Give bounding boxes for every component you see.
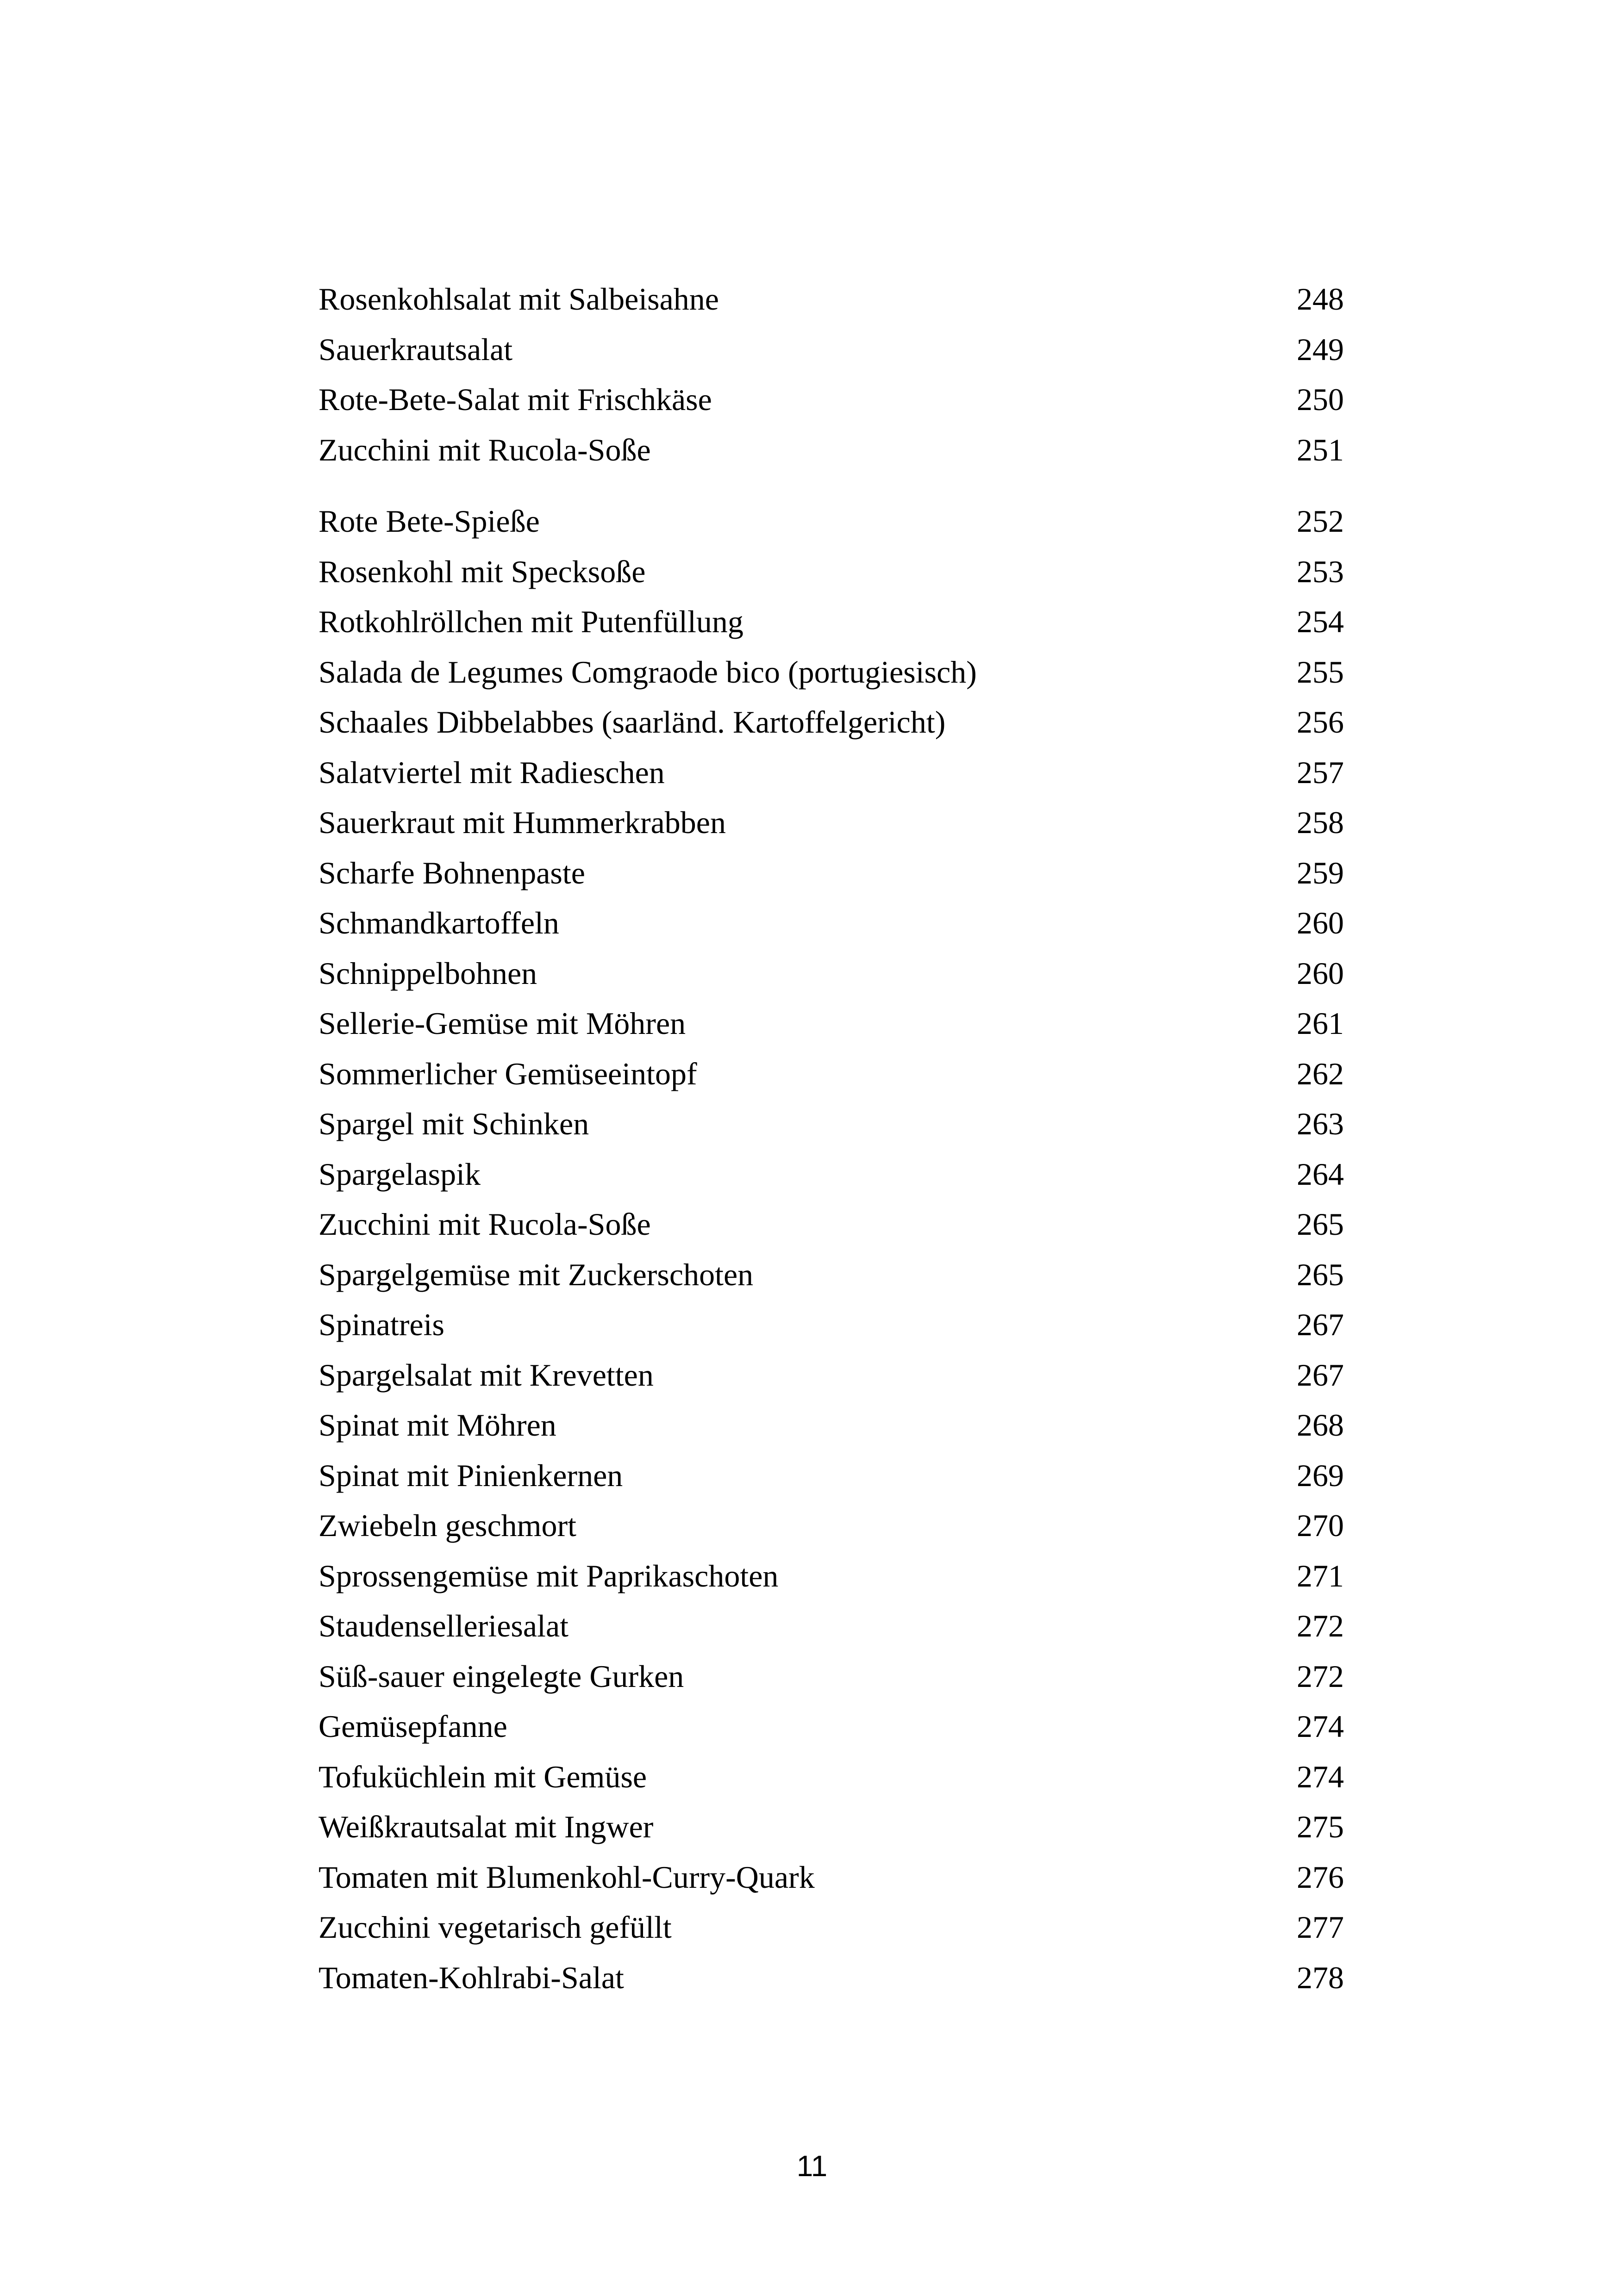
toc-entry-page: 257 (1297, 754, 1344, 790)
toc-entry-title: Sommerlicher Gemüseeintopf (319, 1056, 697, 1091)
toc-entry-title: Zucchini mit Rucola-Soße (319, 1207, 651, 1242)
toc-entry-page: 262 (1297, 1056, 1344, 1091)
toc-entry (319, 1752, 1344, 1802)
toc-entry (319, 998, 1344, 1049)
toc-entry-page: 264 (1297, 1156, 1344, 1192)
toc-entry (319, 1551, 1344, 1601)
toc-entry (319, 1802, 1344, 1852)
toc-entry-title: Tofuküchlein mit Gemüse (319, 1759, 647, 1794)
toc-entry (319, 747, 1344, 798)
toc-entry-page: 253 (1297, 554, 1344, 589)
toc-entry (319, 496, 1344, 547)
toc-entry-page: 263 (1297, 1106, 1344, 1141)
toc-entry-page: 268 (1297, 1407, 1344, 1443)
toc-entry-title: Weißkrautsalat mit Ingwer (319, 1809, 654, 1844)
toc-entry-title: Sauerkraut mit Hummerkrabben (319, 805, 726, 840)
toc-entry-title: Spinat mit Pinienkernen (319, 1457, 623, 1493)
toc-entry-title: Zucchini vegetarisch gefüllt (319, 1910, 672, 1945)
toc-entry-title: Spinatreis (319, 1307, 444, 1342)
toc-entry (319, 848, 1344, 898)
toc-entry (319, 1701, 1344, 1752)
toc-entry (319, 797, 1344, 848)
toc-entry (319, 948, 1344, 999)
toc-entry-page: 265 (1297, 1257, 1344, 1292)
toc-entry (319, 1852, 1344, 1903)
toc-entry (319, 374, 1344, 425)
toc-entry-title: Rote-Bete-Salat mit Frischkäse (319, 382, 712, 417)
toc-entry-title: Rosenkohl mit Specksoße (319, 554, 646, 589)
toc-entry (319, 1651, 1344, 1702)
toc-entry (319, 1953, 1344, 2003)
toc-entry-title: Gemüsepfanne (319, 1709, 507, 1744)
toc-entry-title: Schmandkartoffeln (319, 905, 559, 940)
toc-entry (319, 1300, 1344, 1350)
toc-entry (319, 597, 1344, 647)
toc-entry-page: 254 (1297, 604, 1344, 639)
toc-entry-title: Schaales Dibbelabbes (saarländ. Kartoffelgericht) (319, 704, 946, 740)
toc-entry-page: 271 (1297, 1558, 1344, 1593)
toc-entry-page: 259 (1297, 855, 1344, 890)
toc-entry-page: 248 (1297, 281, 1344, 317)
toc-entry (319, 1400, 1344, 1450)
toc-entry-page: 275 (1297, 1809, 1344, 1844)
toc-entry-page: 251 (1297, 432, 1344, 467)
table-of-contents (319, 274, 1344, 2003)
toc-entry (319, 1450, 1344, 1501)
toc-entry (319, 547, 1344, 597)
toc-entry (319, 1199, 1344, 1250)
toc-entry-title: Tomaten mit Blumenkohl-Curry-Quark (319, 1859, 815, 1895)
toc-entry-page: 249 (1297, 331, 1344, 367)
toc-entry-title: Zwiebeln geschmort (319, 1508, 577, 1543)
toc-entry-title: Sprossengemüse mit Paprikaschoten (319, 1558, 779, 1593)
toc-entry-page: 258 (1297, 805, 1344, 840)
toc-entry-page: 261 (1297, 1006, 1344, 1041)
toc-entry (319, 1149, 1344, 1200)
toc-entry-title: Staudenselleriesalat (319, 1608, 569, 1643)
toc-entry-page: 269 (1297, 1457, 1344, 1493)
toc-entry (319, 1500, 1344, 1551)
toc-entry-title: Schnippelbohnen (319, 955, 537, 991)
toc-entry-page: 277 (1297, 1910, 1344, 1945)
toc-entry-page: 276 (1297, 1859, 1344, 1895)
toc-entry-title: Spinat mit Möhren (319, 1407, 556, 1443)
toc-entry-title: Sauerkrautsalat (319, 331, 513, 367)
toc-entry-title: Salada de Legumes Comgraode bico (portugiesisch) (319, 654, 977, 690)
toc-entry-title: Scharfe Bohnenpaste (319, 855, 585, 890)
toc-entry (319, 324, 1344, 375)
toc-entry-page: 274 (1297, 1759, 1344, 1794)
toc-entry-page: 265 (1297, 1207, 1344, 1242)
toc-entry (319, 1350, 1344, 1400)
toc-entry-title: Spargelaspik (319, 1156, 481, 1192)
toc-entry-page: 267 (1297, 1357, 1344, 1393)
toc-entry (319, 274, 1344, 324)
toc-entry-title: Rosenkohlsalat mit Salbeisahne (319, 281, 719, 317)
toc-entry (319, 1902, 1344, 1953)
toc-entry-title: Zucchini mit Rucola-Soße (319, 432, 651, 467)
toc-entry-title: Süß-sauer eingelegte Gurken (319, 1658, 684, 1694)
toc-entry-page: 256 (1297, 704, 1344, 740)
toc-entry-title: Spargelsalat mit Krevetten (319, 1357, 654, 1393)
toc-entry-page: 274 (1297, 1709, 1344, 1744)
toc-entry-title: Tomaten-Kohlrabi-Salat (319, 1960, 624, 1995)
toc-entry-title: Rote Bete-Spieße (319, 504, 540, 539)
toc-entry-page: 250 (1297, 382, 1344, 417)
toc-entry (319, 1250, 1344, 1300)
toc-entry-page: 272 (1297, 1608, 1344, 1643)
page-number: 11 (796, 2149, 828, 2183)
toc-entry-title: Rotkohlröllchen mit Putenfüllung (319, 604, 743, 639)
toc-entry (319, 1099, 1344, 1149)
toc-entry-title: Sellerie-Gemüse mit Möhren (319, 1006, 686, 1041)
toc-entry-page: 272 (1297, 1658, 1344, 1694)
toc-entry (319, 898, 1344, 948)
toc-entry-page: 260 (1297, 955, 1344, 991)
toc-group (319, 274, 1344, 475)
toc-entry-page: 255 (1297, 654, 1344, 690)
toc-entry-page: 270 (1297, 1508, 1344, 1543)
toc-entry (319, 697, 1344, 747)
toc-entry (319, 425, 1344, 475)
toc-entry-page: 252 (1297, 504, 1344, 539)
toc-entry-page: 278 (1297, 1960, 1344, 1995)
toc-entry-title: Spargelgemüse mit Zuckerschoten (319, 1257, 754, 1292)
toc-entry-page: 267 (1297, 1307, 1344, 1342)
toc-entry-title: Spargel mit Schinken (319, 1106, 589, 1141)
toc-entry (319, 1049, 1344, 1099)
toc-entry-title: Salatviertel mit Radieschen (319, 754, 665, 790)
toc-entry (319, 647, 1344, 697)
toc-entry-page: 260 (1297, 905, 1344, 940)
toc-entry (319, 1601, 1344, 1651)
toc-group (319, 496, 1344, 2003)
